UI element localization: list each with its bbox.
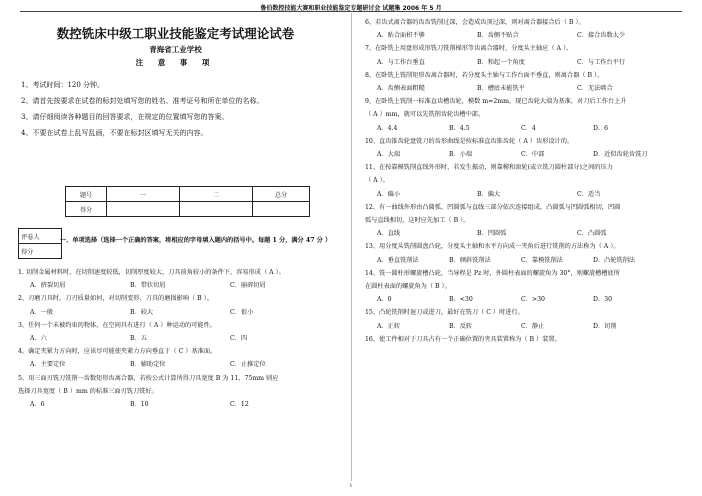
- answer-option[interactable]: B．和起一个角度: [477, 58, 525, 66]
- answer-options: [365, 188, 687, 201]
- answer-option[interactable]: B．齿侧不贴合: [477, 32, 519, 40]
- table-cell: 一: [107, 187, 180, 202]
- section-heading: 一、单项选择（选择一个正确的答案，将相应的字母填入题内的括号中。每题 1 分，满分 47 分 ）: [60, 237, 332, 244]
- answer-option[interactable]: B．<30: [449, 296, 473, 304]
- answer-option[interactable]: D．30: [593, 296, 613, 304]
- answer-options: [365, 82, 687, 95]
- answer-option[interactable]: D．6: [593, 124, 609, 132]
- answer-options: [18, 358, 344, 371]
- score-input-cell[interactable]: [253, 202, 310, 217]
- question-stem: 16、使工件相对于刀具占有一个正确位置的夹具装置称为（ B ）装置。: [365, 335, 561, 343]
- answer-option[interactable]: C．静止: [521, 322, 545, 330]
- question-stem: 12、有一曲线外形由凸圆弧、凹圆弧与直线三部分依次连接组成，凸圆弧与凹圆弧相切，凹圆: [365, 203, 621, 211]
- question-item: [18, 266, 344, 292]
- answer-options: [365, 293, 687, 306]
- answer-option[interactable]: D．凸轮铣削法: [593, 256, 636, 264]
- answer-option[interactable]: D．近似齿轮齿铣刀: [593, 151, 648, 159]
- answer-option[interactable]: B．较大: [130, 308, 154, 316]
- score-input-cell[interactable]: [107, 202, 180, 217]
- question-item: [18, 292, 344, 318]
- question-item: [365, 333, 687, 346]
- question-stem: 15、凸轮铣削时退刀或进刀，最好在铣刀（ C ）时进行。: [365, 309, 524, 317]
- answer-option[interactable]: C．很小: [230, 308, 254, 316]
- answer-option[interactable]: C．与工作台平行: [577, 58, 626, 66]
- table-cell: 二: [180, 187, 253, 202]
- answer-option[interactable]: C．止推定位: [230, 361, 266, 369]
- answer-option[interactable]: C．崩碎切屑: [230, 282, 266, 290]
- answer-option[interactable]: D．切削: [593, 322, 617, 330]
- answer-option[interactable]: B．偏大: [477, 190, 501, 198]
- question-stem: 2、刃磨刀具时，刀刃质量如何，对切削变形、刀具的磨损影响（ B ）。: [18, 295, 213, 303]
- answer-option[interactable]: A．4.4: [377, 124, 398, 132]
- question-stem: 8、在卧铣上铣削矩形齿离合器时，若分度头主轴与工作台面不垂直，则离合器（ B ）。: [365, 71, 604, 79]
- question-stem: 选择刀具宽度（ B ）mm 的标准三面刃铣刀铣好。: [18, 387, 158, 395]
- answer-option[interactable]: A．6: [30, 401, 45, 409]
- answer-option[interactable]: A．正转: [377, 322, 401, 330]
- answer-option[interactable]: B．槽底未能铣平: [477, 85, 525, 93]
- answer-option[interactable]: B．辅助定位: [130, 361, 166, 369]
- score-input-cell[interactable]: [180, 202, 253, 217]
- answer-options: [18, 398, 344, 411]
- question-stem: （ A ）。: [365, 177, 389, 185]
- question-stem: 11、在按靠模铣削直线外形时，若发生振动，则靠模和滚轮(或立铣刀圆柱部分)之间的压力: [365, 164, 613, 172]
- answer-option[interactable]: C．12: [230, 401, 249, 409]
- question-item: [365, 201, 687, 241]
- table-cell: 得分: [66, 202, 107, 217]
- question-item: [365, 306, 687, 332]
- answer-option[interactable]: C．凸圆弧: [577, 230, 607, 238]
- school-name: 青海省工业学校: [149, 45, 202, 54]
- answer-options: [365, 56, 687, 69]
- question-column-left: [18, 266, 344, 411]
- answer-option[interactable]: A．大端: [377, 151, 401, 159]
- question-stem: 在圆柱表面的螺旋角为（ B ）。: [365, 283, 451, 291]
- question-stem: 3、任何一个未被约束的物体，在空间具有进行（ A ）种运动的可能性。: [18, 321, 216, 329]
- answer-option[interactable]: B．4.5: [449, 124, 470, 132]
- answer-option[interactable]: C．无法啮合: [577, 85, 613, 93]
- question-item: [365, 161, 687, 201]
- table-cell: 得分: [19, 244, 62, 259]
- table-row: [19, 244, 62, 259]
- question-stem: 5、用三面刃铣刀铣削一齿数矩形齿离合器，若按公式计算所得刀具宽度 B 为 11、75mm 则应: [18, 374, 279, 382]
- notice-item: 1、考试时间：120 分钟。: [21, 81, 105, 89]
- table-row: [66, 187, 310, 202]
- question-item: [18, 319, 344, 345]
- question-stem: 9、在卧铣上铣削一标准直齿槽齿轮，模数 m=2mm，现已齿轮大端为基准，对刀后工作台上升: [365, 98, 627, 106]
- answer-option[interactable]: A．0: [377, 296, 392, 304]
- question-item: [365, 267, 687, 307]
- answer-option[interactable]: A．一般: [30, 308, 54, 316]
- question-stem: 13、用分度头铣削圆盘凸轮，分度头主轴和水平方向成一夹角后进行铣削的方法称为（ A ）。: [365, 243, 620, 251]
- table-cell: 题号: [66, 187, 107, 202]
- answer-option[interactable]: A．齿侧表面粗糙: [377, 85, 425, 93]
- answer-option[interactable]: B．反转: [449, 322, 473, 330]
- notice-heading: 注 意 事 项: [135, 58, 216, 67]
- answer-option[interactable]: C．适当: [577, 190, 601, 198]
- question-stem: 14、铣一圆柱形螺旋槽凸轮，当导程是 Pz 时，外圆柱表面的螺旋角为 30°，则螺旋槽槽底所: [365, 269, 620, 277]
- question-stem: （ A ）mm，就可以先铣削齿轮齿槽中部。: [365, 111, 485, 119]
- answer-options: [18, 279, 344, 292]
- notice-list: [21, 77, 341, 141]
- question-column-right: [365, 16, 687, 346]
- answer-option[interactable]: B．五: [130, 335, 147, 343]
- exam-title: 数控铣床中级工职业技能鉴定考试理论试卷: [56, 26, 295, 41]
- question-item: [365, 95, 687, 135]
- question-stem: 1. 切削金属材料时，在切削速度较低，切削厚度较大，刀具前角较小的条件下，容易形成（ A ）。: [18, 269, 285, 276]
- answer-option[interactable]: A．与工作台垂直: [377, 58, 425, 66]
- question-stem: 7、在卧铣上用盘形成形铣刀铣削梯形等齿离合器时，分度头主轴应（ A ）。: [365, 45, 573, 53]
- answer-option[interactable]: C．4: [521, 124, 536, 132]
- answer-option[interactable]: A．六: [30, 335, 47, 343]
- question-item: [18, 345, 344, 371]
- grader-table: [18, 228, 62, 259]
- notice-item: 4、不要在试卷上乱写乱画，不要在标封区填写无关的内容。: [21, 129, 208, 137]
- answer-option[interactable]: B．倾斜铣削法: [449, 256, 491, 264]
- answer-option[interactable]: C．接合齿数太少: [577, 32, 626, 40]
- answer-option[interactable]: B．带状切屑: [130, 282, 166, 290]
- question-stem: 6、若齿式离合器的齿齿铣削过深，会造成齿顶过深，则对离合器接合后（ B ）。: [365, 19, 585, 26]
- notice-item: 3、请仔细阅读各种题目的回答要求，在规定的位置填写您的答案。: [21, 113, 229, 121]
- score-table: [65, 186, 310, 217]
- table-cell: 总分: [253, 187, 310, 202]
- table-row: [66, 202, 310, 217]
- answer-option[interactable]: A．主要定位: [30, 361, 66, 369]
- answer-option[interactable]: A．直线: [377, 230, 401, 238]
- question-item: [365, 69, 687, 95]
- answer-options: [18, 306, 344, 319]
- answer-option[interactable]: B．10: [130, 401, 149, 409]
- question-stem: 弧与直线相切，这时应先加工（ B ）。: [365, 217, 470, 225]
- question-item: [365, 42, 687, 68]
- answer-options: [365, 254, 687, 267]
- answer-options: [365, 29, 687, 42]
- answer-option[interactable]: A．挤裂切屑: [30, 282, 66, 290]
- question-item: [365, 16, 687, 42]
- answer-option[interactable]: A．贴合面积不够: [377, 32, 425, 40]
- page-number: 1: [349, 483, 353, 489]
- answer-option[interactable]: C．中部: [521, 151, 545, 159]
- answer-option[interactable]: A．垂直铣削法: [377, 256, 419, 264]
- answer-option[interactable]: B．凹圆弧: [477, 230, 507, 238]
- answer-option[interactable]: A．偏小: [377, 190, 401, 198]
- answer-options: [365, 227, 687, 240]
- notice-item: 2、请首先按要求在试卷的标封处填写您的姓名、准考证号和所在单位的名称。: [21, 97, 264, 105]
- question-item: [365, 240, 687, 266]
- answer-options: [365, 148, 687, 161]
- column-divider: [351, 13, 352, 481]
- table-cell: 评卷人: [19, 229, 62, 244]
- answer-options: [18, 332, 344, 345]
- page-header: 鲁伯数控技能大赛和职业技能鉴定专题研讨会 试题集 2006 年 5 月: [260, 5, 442, 12]
- question-item: [365, 135, 687, 161]
- header-rule: [20, 11, 682, 12]
- answer-options: [365, 320, 687, 333]
- question-stem: 10、直齿锥齿轮盘铣刀的齿形曲线是按标准直齿锥齿轮（ A ）齿形设计的。: [365, 137, 574, 145]
- table-row: [19, 229, 62, 244]
- answer-option[interactable]: C．靠模铣削法: [521, 256, 563, 264]
- answer-option[interactable]: C．四: [230, 335, 248, 343]
- question-item: [18, 372, 344, 412]
- answer-options: [365, 122, 687, 135]
- answer-option[interactable]: B．小端: [449, 151, 473, 159]
- answer-option[interactable]: C．>30: [521, 296, 545, 304]
- question-stem: 4、确定夹紧力方向时，应该尽可能使夹紧力方向垂直于（ C ）基准面。: [18, 348, 217, 356]
